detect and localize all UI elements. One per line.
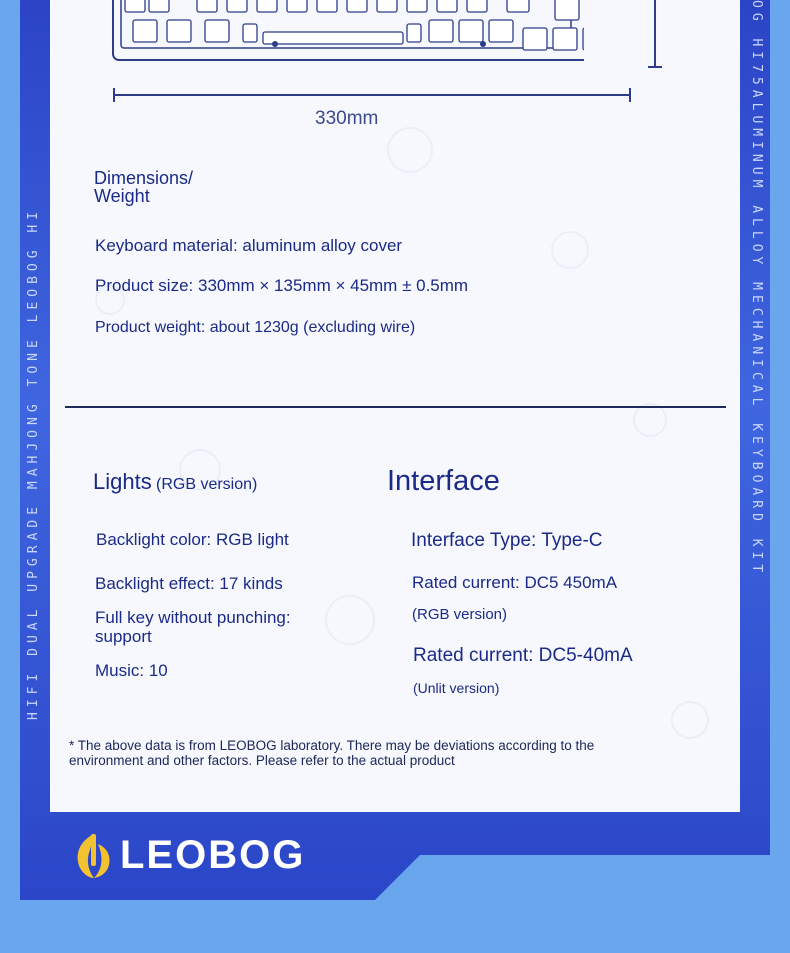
side-text-left: HIFI DUAL UPGRADE MAHJONG TONE LEOBOG HI [26,206,41,720]
width-dimension-label: 330mm [315,108,379,129]
keyboard-drawing [63,0,584,62]
dimensions-heading: Dimensions/ Weight [94,168,194,206]
width-dimension-tick-left [113,88,115,102]
leobog-logo-icon [72,830,116,882]
lights-heading: Lights [93,469,152,494]
rated-current-unlit-note: (Unlit version) [413,680,500,696]
width-dimension-tick-right [629,88,631,102]
rated-current-rgb: Rated current: DC5 450mA [412,573,618,592]
size-spec: Product size: 330mm × 135mm × 45mm ± 0.5mm [95,276,469,295]
rated-current-unlit: Rated current: DC5-40mA [413,645,633,666]
weight-spec: Product weight: about 1230g (excluding wire) [95,319,416,336]
rated-current-rgb-note: (RGB version) [412,606,508,623]
material-spec: Keyboard material: aluminum alloy cover [95,236,403,255]
brand-wordmark: LEOBOG [120,833,306,877]
full-key-spec: Full key without punching: support [95,608,291,646]
interface-type: Interface Type: Type-C [411,530,603,551]
width-dimension-line [113,94,631,96]
backlight-color: Backlight color: RGB light [96,530,289,549]
backlight-effect: Backlight effect: 17 kinds [95,574,283,593]
disclaimer: * The above data is from LEOBOG laboratory. There may be deviations according to the environment and other factors. Please refer to the actual product [69,738,595,768]
interface-heading: Interface [387,465,500,497]
height-dimension-tick [648,66,662,68]
section-divider [65,406,726,408]
height-dimension-line [654,0,656,67]
lights-heading-note: (RGB version) [156,476,258,493]
music-spec: Music: 10 [95,661,168,680]
side-text-right: OG HI75ALUMINUM ALLOY MECHANICAL KEYBOARD KIT [749,0,764,578]
